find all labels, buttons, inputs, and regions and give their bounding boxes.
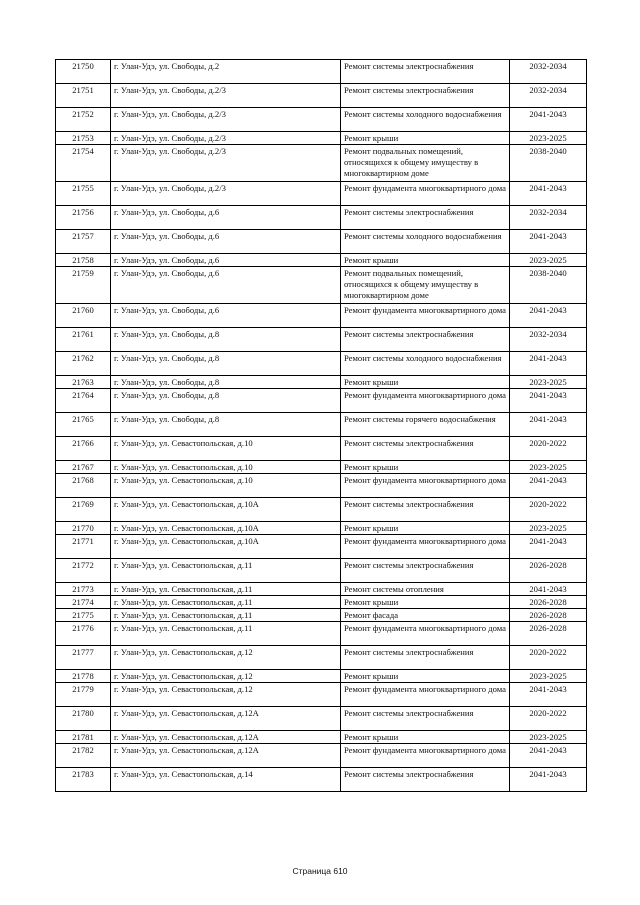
address-cell: г. Улан-Удэ, ул. Свободы, д.6 (111, 267, 341, 304)
table-body (56, 60, 587, 792)
row-number-cell: 21783 (56, 768, 111, 792)
row-number-cell: 21770 (56, 522, 111, 535)
period-cell: 2032-2034 (510, 328, 587, 352)
address-cell: г. Улан-Удэ, ул. Севастопольская, д.12 (111, 683, 341, 707)
work-type-cell: Ремонт системы электроснабжения (341, 768, 510, 792)
work-type-cell: Ремонт системы электроснабжения (341, 206, 510, 230)
address-cell: г. Улан-Удэ, ул. Свободы, д.2/3 (111, 108, 341, 132)
period-cell: 2041-2043 (510, 768, 587, 792)
work-type-cell: Ремонт фундамента многоквартирного дома (341, 474, 510, 498)
table-row (56, 84, 587, 108)
work-type-cell: Ремонт системы холодного водоснабжения (341, 230, 510, 254)
table-row (56, 108, 587, 132)
row-number-cell: 21761 (56, 328, 111, 352)
row-number-cell: 21760 (56, 304, 111, 328)
address-cell: г. Улан-Удэ, ул. Севастопольская, д.11 (111, 559, 341, 583)
period-cell: 2026-2028 (510, 596, 587, 609)
row-number-cell: 21775 (56, 609, 111, 622)
work-type-cell: Ремонт системы электроснабжения (341, 60, 510, 84)
address-cell: г. Улан-Удэ, ул. Севастопольская, д.11 (111, 596, 341, 609)
address-cell: г. Улан-Удэ, ул. Севастопольская, д.10 (111, 461, 341, 474)
address-cell: г. Улан-Удэ, ул. Свободы, д.6 (111, 230, 341, 254)
row-number-cell: 21754 (56, 145, 111, 182)
address-cell: г. Улан-Удэ, ул. Свободы, д.6 (111, 254, 341, 267)
address-cell: г. Улан-Удэ, ул. Свободы, д.6 (111, 206, 341, 230)
row-number-cell: 21778 (56, 670, 111, 683)
table-row (56, 768, 587, 792)
period-cell: 2032-2034 (510, 84, 587, 108)
period-cell: 2041-2043 (510, 352, 587, 376)
work-type-cell: Ремонт фундамента многоквартирного дома (341, 304, 510, 328)
address-cell: г. Улан-Удэ, ул. Свободы, д.8 (111, 376, 341, 389)
table-row (56, 670, 587, 683)
row-number-cell: 21752 (56, 108, 111, 132)
row-number-cell: 21776 (56, 622, 111, 646)
address-cell: г. Улан-Удэ, ул. Севастопольская, д.14 (111, 768, 341, 792)
table-row (56, 622, 587, 646)
work-type-cell: Ремонт крыши (341, 132, 510, 145)
address-cell: г. Улан-Удэ, ул. Севастопольская, д.12А (111, 731, 341, 744)
table-row (56, 731, 587, 744)
row-number-cell: 21756 (56, 206, 111, 230)
work-type-cell: Ремонт фундамента многоквартирного дома (341, 683, 510, 707)
address-cell: г. Улан-Удэ, ул. Севастопольская, д.10 (111, 437, 341, 461)
table-row (56, 328, 587, 352)
table-row (56, 389, 587, 413)
work-type-cell: Ремонт системы электроснабжения (341, 84, 510, 108)
work-type-cell: Ремонт крыши (341, 461, 510, 474)
period-cell: 2026-2028 (510, 609, 587, 622)
address-cell: г. Улан-Удэ, ул. Свободы, д.8 (111, 328, 341, 352)
row-number-cell: 21777 (56, 646, 111, 670)
period-cell: 2041-2043 (510, 535, 587, 559)
period-cell: 2041-2043 (510, 182, 587, 206)
period-cell: 2020-2022 (510, 498, 587, 522)
table-row (56, 744, 587, 768)
period-cell: 2041-2043 (510, 474, 587, 498)
table-row (56, 474, 587, 498)
address-cell: г. Улан-Удэ, ул. Севастопольская, д.11 (111, 609, 341, 622)
row-number-cell: 21771 (56, 535, 111, 559)
table-row (56, 60, 587, 84)
period-cell: 2032-2034 (510, 206, 587, 230)
row-number-cell: 21768 (56, 474, 111, 498)
address-cell: г. Улан-Удэ, ул. Свободы, д.8 (111, 352, 341, 376)
work-type-cell: Ремонт крыши (341, 731, 510, 744)
period-cell: 2023-2025 (510, 461, 587, 474)
row-number-cell: 21750 (56, 60, 111, 84)
address-cell: г. Улан-Удэ, ул. Свободы, д.2/3 (111, 84, 341, 108)
work-type-cell: Ремонт системы электроснабжения (341, 559, 510, 583)
table-row (56, 583, 587, 596)
table-row (56, 254, 587, 267)
work-type-cell: Ремонт крыши (341, 522, 510, 535)
table-row (56, 535, 587, 559)
address-cell: г. Улан-Удэ, ул. Свободы, д.8 (111, 389, 341, 413)
capital-repair-table (55, 59, 587, 792)
row-number-cell: 21767 (56, 461, 111, 474)
work-type-cell: Ремонт системы холодного водоснабжения (341, 108, 510, 132)
period-cell: 2038-2040 (510, 145, 587, 182)
work-type-cell: Ремонт системы отопления (341, 583, 510, 596)
period-cell: 2020-2022 (510, 707, 587, 731)
period-cell: 2041-2043 (510, 304, 587, 328)
row-number-cell: 21773 (56, 583, 111, 596)
period-cell: 2026-2028 (510, 622, 587, 646)
work-type-cell: Ремонт фундамента многоквартирного дома (341, 182, 510, 206)
work-type-cell: Ремонт системы электроснабжения (341, 498, 510, 522)
table-row (56, 646, 587, 670)
row-number-cell: 21753 (56, 132, 111, 145)
address-cell: г. Улан-Удэ, ул. Свободы, д.6 (111, 304, 341, 328)
table-row (56, 132, 587, 145)
table-row (56, 206, 587, 230)
period-cell: 2041-2043 (510, 744, 587, 768)
period-cell: 2041-2043 (510, 583, 587, 596)
page-number-label: Страница 610 (292, 866, 348, 876)
period-cell: 2041-2043 (510, 230, 587, 254)
row-number-cell: 21766 (56, 437, 111, 461)
table-row (56, 267, 587, 304)
table-row (56, 376, 587, 389)
work-type-cell: Ремонт системы электроснабжения (341, 437, 510, 461)
table-row (56, 683, 587, 707)
table-row (56, 304, 587, 328)
period-cell: 2023-2025 (510, 376, 587, 389)
table-row (56, 145, 587, 182)
table-row (56, 461, 587, 474)
address-cell: г. Улан-Удэ, ул. Севастопольская, д.11 (111, 583, 341, 596)
row-number-cell: 21759 (56, 267, 111, 304)
address-cell: г. Улан-Удэ, ул. Свободы, д.2/3 (111, 145, 341, 182)
row-number-cell: 21762 (56, 352, 111, 376)
work-type-cell: Ремонт фундамента многоквартирного дома (341, 389, 510, 413)
work-type-cell: Ремонт подвальных помещений, относящихся к общему имуществу в многоквартирном доме (341, 145, 510, 182)
row-number-cell: 21782 (56, 744, 111, 768)
table-row (56, 352, 587, 376)
period-cell: 2041-2043 (510, 389, 587, 413)
work-type-cell: Ремонт системы электроснабжения (341, 646, 510, 670)
address-cell: г. Улан-Удэ, ул. Севастопольская, д.12А (111, 744, 341, 768)
address-cell: г. Улан-Удэ, ул. Свободы, д.2 (111, 60, 341, 84)
address-cell: г. Улан-Удэ, ул. Свободы, д.2/3 (111, 182, 341, 206)
row-number-cell: 21764 (56, 389, 111, 413)
row-number-cell: 21751 (56, 84, 111, 108)
row-number-cell: 21769 (56, 498, 111, 522)
period-cell: 2023-2025 (510, 670, 587, 683)
period-cell: 2038-2040 (510, 267, 587, 304)
address-cell: г. Улан-Удэ, ул. Севастопольская, д.10 (111, 474, 341, 498)
row-number-cell: 21774 (56, 596, 111, 609)
address-cell: г. Улан-Удэ, ул. Свободы, д.8 (111, 413, 341, 437)
period-cell: 2023-2025 (510, 132, 587, 145)
row-number-cell: 21772 (56, 559, 111, 583)
work-type-cell: Ремонт фундамента многоквартирного дома (341, 535, 510, 559)
period-cell: 2023-2025 (510, 522, 587, 535)
period-cell: 2032-2034 (510, 60, 587, 84)
work-type-cell: Ремонт фундамента многоквартирного дома (341, 622, 510, 646)
address-cell: г. Улан-Удэ, ул. Севастопольская, д.11 (111, 622, 341, 646)
period-cell: 2026-2028 (510, 559, 587, 583)
work-type-cell: Ремонт системы электроснабжения (341, 707, 510, 731)
table-row (56, 437, 587, 461)
row-number-cell: 21763 (56, 376, 111, 389)
table-row (56, 522, 587, 535)
table-row (56, 498, 587, 522)
period-cell: 2023-2025 (510, 731, 587, 744)
address-cell: г. Улан-Удэ, ул. Севастопольская, д.12 (111, 646, 341, 670)
address-cell: г. Улан-Удэ, ул. Севастопольская, д.12А (111, 707, 341, 731)
work-type-cell: Ремонт фундамента многоквартирного дома (341, 744, 510, 768)
table-row (56, 230, 587, 254)
period-cell: 2020-2022 (510, 437, 587, 461)
row-number-cell: 21780 (56, 707, 111, 731)
row-number-cell: 21765 (56, 413, 111, 437)
work-type-cell: Ремонт крыши (341, 376, 510, 389)
work-type-cell: Ремонт системы горячего водоснабжения (341, 413, 510, 437)
table-row (56, 707, 587, 731)
table-row (56, 559, 587, 583)
row-number-cell: 21758 (56, 254, 111, 267)
table-row (56, 596, 587, 609)
period-cell: 2023-2025 (510, 254, 587, 267)
address-cell: г. Улан-Удэ, ул. Севастопольская, д.10А (111, 498, 341, 522)
table-row (56, 182, 587, 206)
table-row (56, 609, 587, 622)
address-cell: г. Улан-Удэ, ул. Свободы, д.2/3 (111, 132, 341, 145)
address-cell: г. Улан-Удэ, ул. Севастопольская, д.10А (111, 522, 341, 535)
address-cell: г. Улан-Удэ, ул. Севастопольская, д.12 (111, 670, 341, 683)
work-type-cell: Ремонт крыши (341, 596, 510, 609)
period-cell: 2041-2043 (510, 108, 587, 132)
period-cell: 2041-2043 (510, 683, 587, 707)
work-type-cell: Ремонт фасада (341, 609, 510, 622)
period-cell: 2020-2022 (510, 646, 587, 670)
row-number-cell: 21755 (56, 182, 111, 206)
work-type-cell: Ремонт подвальных помещений, относящихся к общему имуществу в многоквартирном доме (341, 267, 510, 304)
period-cell: 2041-2043 (510, 413, 587, 437)
work-type-cell: Ремонт крыши (341, 670, 510, 683)
work-type-cell: Ремонт системы холодного водоснабжения (341, 352, 510, 376)
row-number-cell: 21781 (56, 731, 111, 744)
row-number-cell: 21757 (56, 230, 111, 254)
address-cell: г. Улан-Удэ, ул. Севастопольская, д.10А (111, 535, 341, 559)
table-row (56, 413, 587, 437)
row-number-cell: 21779 (56, 683, 111, 707)
work-type-cell: Ремонт крыши (341, 254, 510, 267)
page-footer (0, 866, 640, 876)
work-type-cell: Ремонт системы электроснабжения (341, 328, 510, 352)
